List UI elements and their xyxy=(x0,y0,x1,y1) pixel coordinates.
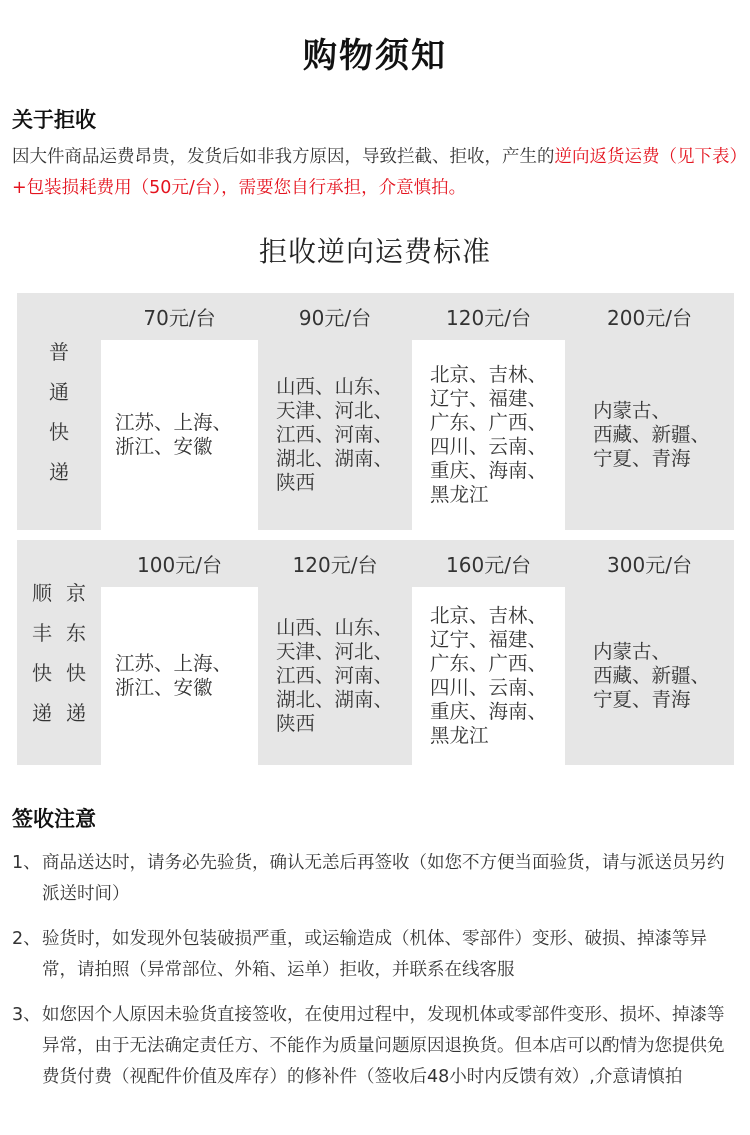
reject-notice xyxy=(12,142,740,204)
price-cell: 200元/台 xyxy=(565,293,734,340)
price-cell: 120元/台 xyxy=(412,293,565,340)
regions-cell: 北京、吉林、 辽宁、福建、 广东、广西、 四川、云南、 重庆、海南、 黑龙江 xyxy=(412,587,565,765)
price-cell: 300元/台 xyxy=(565,540,734,587)
label-char: 通 xyxy=(49,379,69,404)
reject-notice-text: 因大件商品运费昂贵，发货后如非我方原因，导致拦截、拒收，产生的 xyxy=(12,147,555,167)
list-item xyxy=(12,924,738,986)
item-text: 验货时，如发现外包装破损严重，或运输造成（机体、零部件）变形、破损、掉漆等异常，请拍照（异常部位、外箱、运单）拒收，并联系在线客服 xyxy=(42,929,707,980)
label-char: 递 xyxy=(32,700,52,725)
price-cell: 160元/台 xyxy=(412,540,565,587)
label-char: 快 xyxy=(32,660,52,685)
label-char: 递 xyxy=(66,700,86,725)
sign-heading: 签收注意 xyxy=(12,807,96,831)
price-cell: 120元/台 xyxy=(258,540,412,587)
price-cell: 90元/台 xyxy=(258,293,412,340)
sign-notes-list xyxy=(12,848,738,1107)
regions-cell: 内蒙古、 西藏、新疆、 宁夏、青海 xyxy=(565,587,734,765)
sf-jd-express-label xyxy=(17,540,101,765)
label-char: 丰 xyxy=(32,620,52,645)
item-text: 如您因个人原因未验货直接签收，在使用过程中，发现机体或零部件变形、损坏、掉漆等异常，由于无法确定责任方、不能作为质量问题原因退换货。但本店可以酌情为您提供免费货付费（视配件价值及库存）的修补件（签收后48小时内反馈有效）,介意请慎拍 xyxy=(42,1005,725,1087)
reject-notice-highlight: 逆向返货运费（见下表）+包装损耗费用（50元/台），需要您自行承担，介意慎拍。 xyxy=(12,147,739,198)
regions-cell: 北京、吉林、 辽宁、福建、 广东、广西、 四川、云南、 重庆、海南、 黑龙江 xyxy=(412,340,565,530)
item-number: 2、 xyxy=(12,929,41,949)
regions-cell: 江苏、上海、 浙江、安徽 xyxy=(101,587,258,765)
normal-express-table xyxy=(17,293,734,530)
price-cell: 100元/台 xyxy=(101,540,258,587)
normal-express-label xyxy=(17,293,101,530)
jd-label-column xyxy=(66,573,86,733)
label-char: 京 xyxy=(66,580,86,605)
sf-label-column xyxy=(32,573,52,733)
list-item xyxy=(12,848,738,910)
label-char: 快 xyxy=(66,660,86,685)
regions-cell: 江苏、上海、 浙江、安徽 xyxy=(101,340,258,530)
label-char: 顺 xyxy=(32,580,52,605)
item-text: 商品送达时，请务必先验货，确认无恙后再签收（如您不方便当面验货，请与派送员另约派送时间） xyxy=(42,853,725,904)
regions-cell: 山西、山东、 天津、河北、 江西、河南、 湖北、湖南、 陕西 xyxy=(258,340,412,530)
sf-jd-express-table xyxy=(17,540,734,765)
label-char: 递 xyxy=(49,459,69,484)
item-number: 3、 xyxy=(12,1005,41,1025)
price-cell: 70元/台 xyxy=(101,293,258,340)
regions-cell: 内蒙古、 西藏、新疆、 宁夏、青海 xyxy=(565,340,734,530)
fee-table-title: 拒收逆向运费标准 xyxy=(258,235,491,268)
regions-cell: 山西、山东、 天津、河北、 江西、河南、 湖北、湖南、 陕西 xyxy=(258,587,412,765)
label-char: 东 xyxy=(66,620,86,645)
reject-heading: 关于拒收 xyxy=(12,108,96,132)
item-number: 1、 xyxy=(12,853,41,873)
list-item xyxy=(12,1000,738,1093)
label-char: 普 xyxy=(49,339,69,364)
page-title: 购物须知 xyxy=(303,36,447,76)
label-char: 快 xyxy=(49,419,69,444)
